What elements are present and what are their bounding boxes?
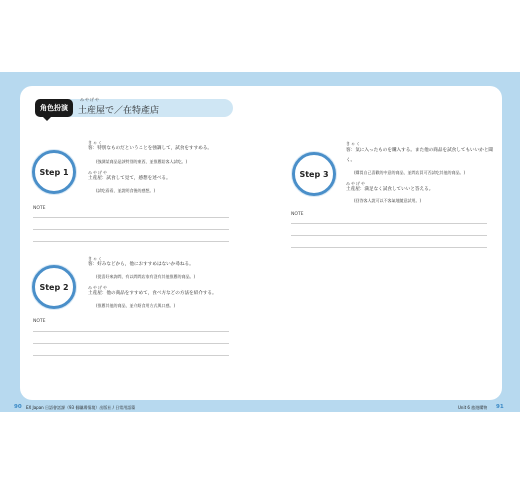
step-1-sub-2: (試吃看看，並說明食後的感想。) <box>96 188 156 193</box>
step-1-badge: Step 1 <box>32 150 76 194</box>
dialogue: 満足なく試食していいと答える。 <box>364 187 434 192</box>
step-2-line-1 <box>88 261 194 267</box>
note-3-label: NOTE <box>291 212 304 217</box>
step-2-badge: Step 2 <box>32 265 76 309</box>
dialogue: 気に入ったものを購入する。また他の商品を試食してもいいかと聞く。 <box>346 148 494 163</box>
step-2-ruby-1: きゃく <box>88 256 103 261</box>
step-3-sub-2: (回答客人說可以不客氣地隨意試用。) <box>354 198 422 203</box>
page-title: 土産屋で／在特產店 <box>78 106 160 116</box>
dialogue: 特別なものだということを強調して，試食をすすめる。 <box>97 146 213 151</box>
step-3-line-2 <box>346 186 433 192</box>
note-2-line-3 <box>33 355 229 356</box>
note-1-label: NOTE <box>33 206 46 211</box>
dialogue: 好みなどから，他におすすめはないか尋ねる。 <box>97 262 194 267</box>
speaker: 客： <box>88 146 98 151</box>
speaker: 土産屋： <box>88 291 107 296</box>
step-3-badge: Step 3 <box>292 152 336 196</box>
note-3-line-3 <box>291 247 487 248</box>
step-3-ruby-1: きゃく <box>346 141 361 146</box>
note-3-line-2 <box>291 235 487 236</box>
speaker: 客： <box>346 148 356 153</box>
step-2-ruby-2: みやげや <box>88 285 108 290</box>
speaker: 土産屋： <box>88 176 107 181</box>
speaker: 客： <box>88 262 98 267</box>
right-footer-text: Unit 6 旅遊購物 <box>458 405 488 410</box>
step-3-sub-1: (購買自己喜歡的中意的商品，並問店員可否試吃其他的商品。) <box>354 170 466 175</box>
left-footer-text: EX Japan 日語會話課（93 個職場情境）出版社 / 日常用語篇 <box>26 405 136 410</box>
note-1-line-2 <box>33 229 229 230</box>
step-2-sub-1: (從喜好來詢問，有以問問店家有沒有其他推薦的商品。) <box>96 274 196 279</box>
role-play-tag: 角色扮演 <box>35 99 73 117</box>
step-2-line-2 <box>88 290 217 296</box>
step-1-line-1 <box>88 145 212 151</box>
step-1-line-2 <box>88 175 171 181</box>
note-2-label: NOTE <box>33 319 46 324</box>
note-2-line-2 <box>33 343 229 344</box>
step-3-ruby-2: みやげや <box>346 181 366 186</box>
step-1-ruby-1: きゃく <box>88 140 103 145</box>
note-1-line-3 <box>33 241 229 242</box>
speaker: 土産屋： <box>346 187 365 192</box>
step-3-line-1 <box>346 146 496 166</box>
dialogue: 試食して見て，感想を述べる。 <box>106 176 171 181</box>
note-2-line-1 <box>33 331 229 332</box>
right-page-number: 91 <box>496 404 504 410</box>
note-3-line-1 <box>291 223 487 224</box>
step-1-sub-1: (強調某商品是該特別的東西，並推薦給客人試吃。) <box>96 159 188 164</box>
step-2-sub-2: (推薦其他的商品，並介紹食用方式與口感。) <box>96 303 176 308</box>
content-card <box>20 86 502 400</box>
step-1-ruby-2: みやげや <box>88 170 108 175</box>
title-ruby: みやげや <box>80 97 100 102</box>
left-page-number: 90 <box>14 404 22 410</box>
dialogue: 他の商品をすすめて，食べ方などの方法を紹介する。 <box>106 291 217 296</box>
note-1-line-1 <box>33 217 229 218</box>
